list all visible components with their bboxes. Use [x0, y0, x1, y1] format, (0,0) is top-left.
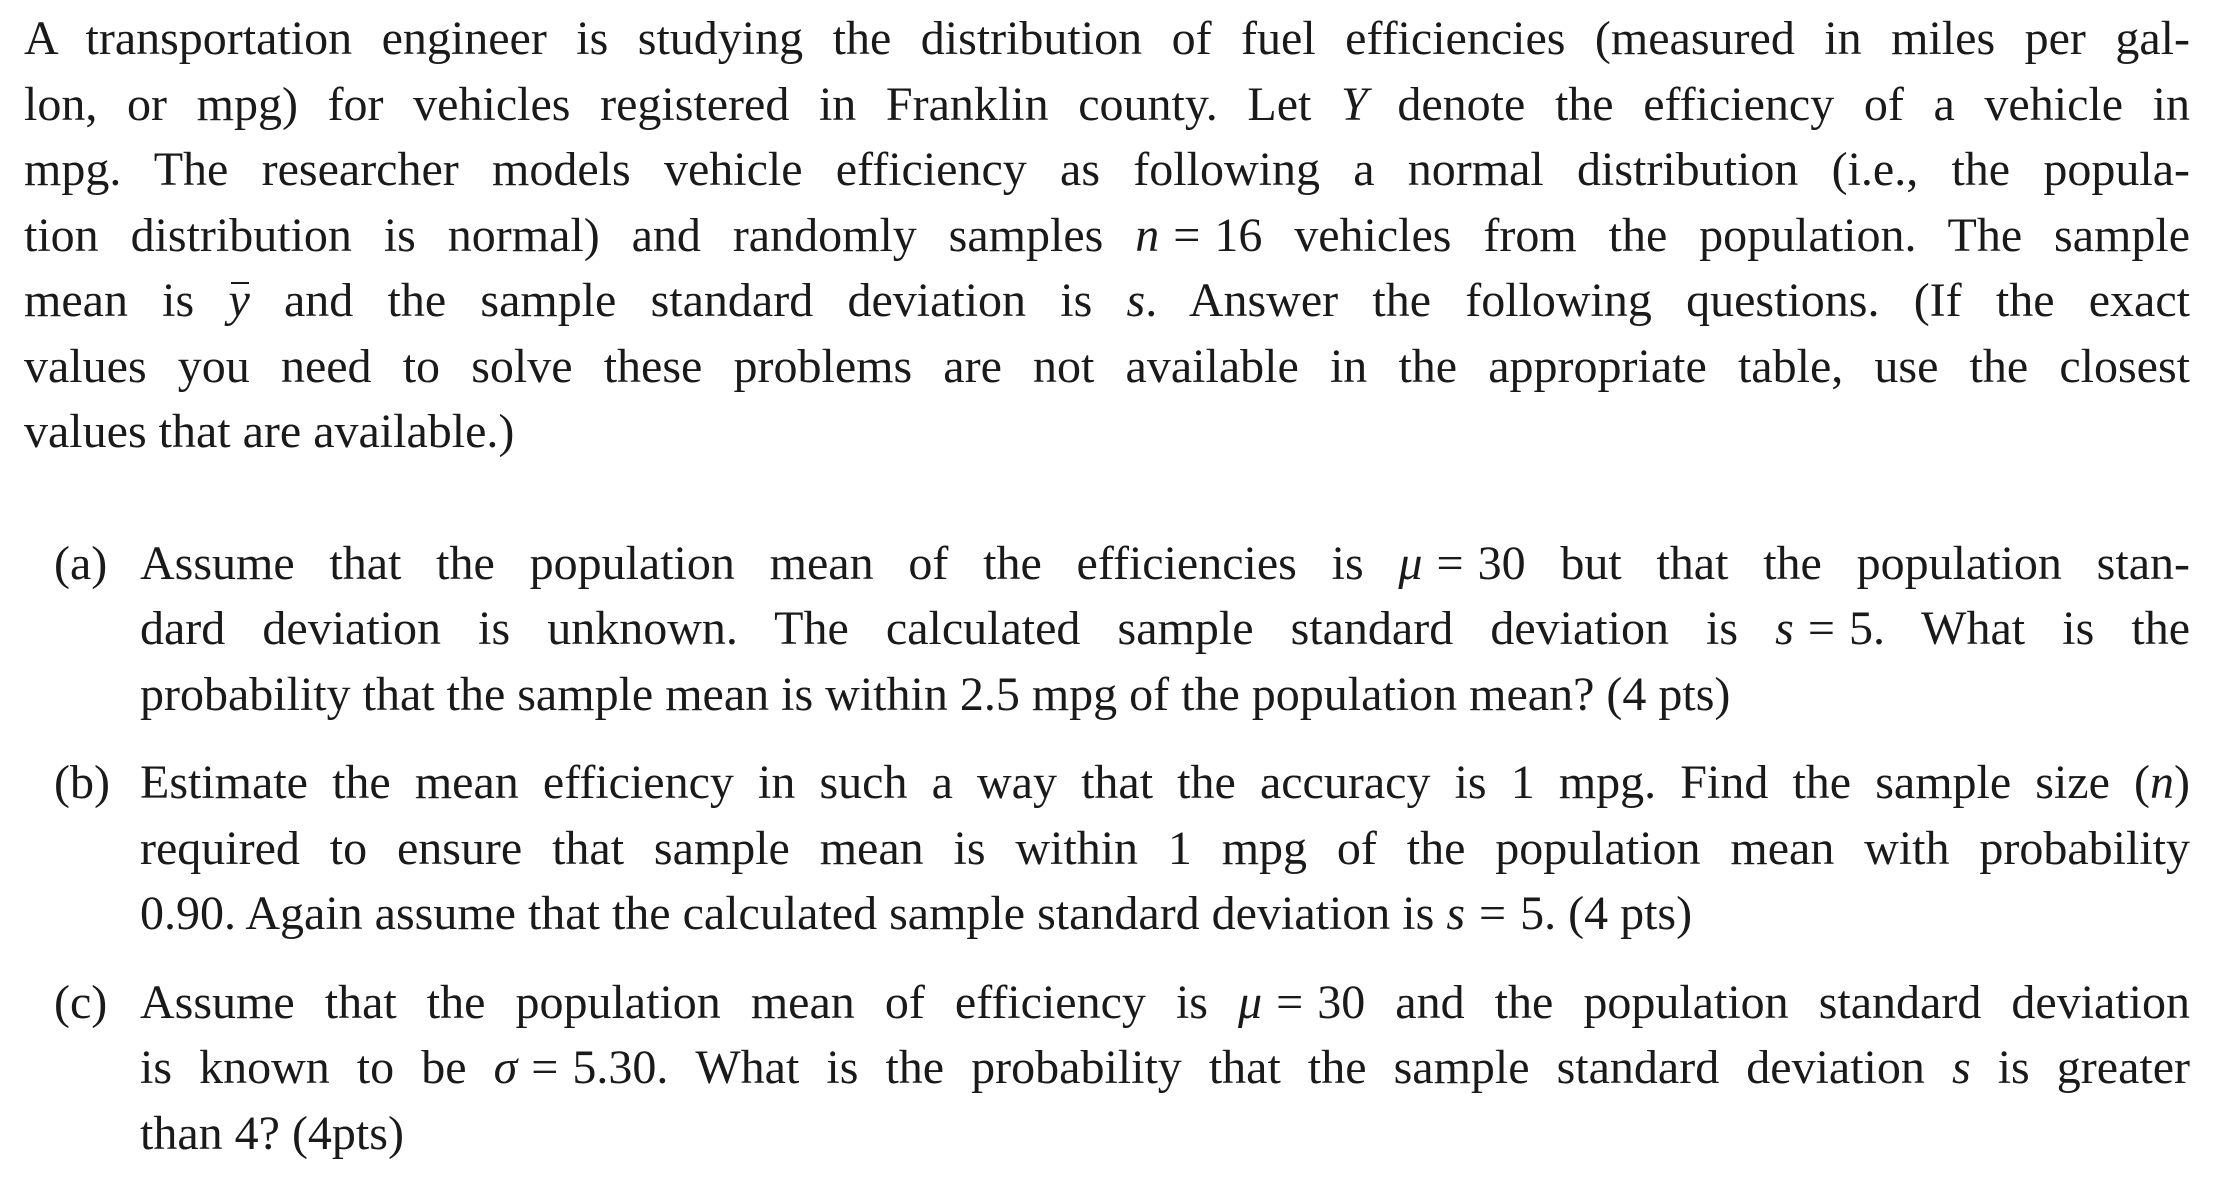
- question-text: 30 but that the population stan-: [1477, 536, 2190, 590]
- problem-page: [24, 6, 2190, 1189]
- question-body: [140, 750, 2190, 947]
- question-text: probability that the sample mean is within 2.5 mpg of the population mean? (4 pts): [140, 667, 1731, 721]
- question-line: [140, 662, 2190, 728]
- question-line: [140, 881, 2190, 947]
- question-label: (c): [54, 975, 108, 1029]
- intro-line-6: [24, 334, 2190, 400]
- intro-line-2: [24, 72, 2190, 138]
- question-text: ): [2174, 756, 2190, 809]
- question-text: 5. What is the: [1848, 602, 2190, 655]
- question-c: [24, 970, 2190, 1167]
- intro-text: mean is: [24, 274, 229, 327]
- question-body: [140, 970, 2190, 1167]
- question-body: [140, 531, 2190, 728]
- intro-text: 16 vehicles from the population. The sample: [1214, 208, 2190, 262]
- question-line: [140, 531, 2190, 597]
- variable-s: s: [1446, 887, 1465, 940]
- question-a: [24, 531, 2190, 728]
- question-label: (b): [54, 756, 110, 809]
- intro-text: mpg. The researcher models vehicle efficiency as following a normal distribution (i.e., the popula-: [24, 143, 2190, 196]
- question-line: [140, 1035, 2190, 1101]
- equals-sign: =: [1436, 536, 1464, 590]
- question-line: [140, 816, 2190, 882]
- intro-text: lon, or mpg) for vehicles registered in Franklin county. Let: [24, 77, 1342, 131]
- question-text: Estimate the mean efficiency in such a way that the accuracy is 1 mpg. Find the sample size (: [140, 756, 2151, 809]
- intro-text: values you need to solve these problems are not available in the appropriate table, use the closest: [24, 339, 2190, 393]
- question-list: [24, 531, 2190, 1167]
- intro-text: values that are available.): [24, 405, 515, 458]
- variable-mu: μ: [1398, 536, 1423, 590]
- question-text: dard deviation is unknown. The calculated sample standard deviation is: [140, 602, 1776, 655]
- question-text: is greater: [1970, 1041, 2190, 1094]
- variable-y-bar: y: [228, 268, 249, 334]
- intro-line-5: [24, 268, 2190, 334]
- intro-text: . Answer the following questions. (If the exact: [1145, 274, 2190, 327]
- variable-n: n: [2150, 756, 2175, 809]
- question-line: [140, 596, 2190, 662]
- variable-y: Y: [1341, 77, 1368, 131]
- question-line: [140, 750, 2190, 816]
- variable-n: n: [1135, 208, 1160, 262]
- intro-text: A transportation engineer is studying the distribution of fuel efficiencies (measured in miles per gal-: [24, 12, 2190, 65]
- intro-text: tion distribution is normal) and randomly samples: [24, 208, 1136, 262]
- variable-s: s: [1775, 602, 1794, 655]
- problem-intro: [24, 6, 2190, 465]
- question-text: 5. (4 pts): [1520, 887, 1693, 940]
- question-text: 5.30. What is the probability that the sample standard deviation: [572, 1041, 1952, 1094]
- equals-sign: =: [1807, 602, 1835, 655]
- variable-s: s: [1951, 1041, 1971, 1094]
- question-text: than 4? (4pts): [140, 1106, 404, 1160]
- variable-sigma: σ: [493, 1041, 518, 1094]
- intro-line-1: [24, 6, 2190, 72]
- question-text: 30 and the population standard deviation: [1317, 975, 2190, 1029]
- equals-sign: =: [1276, 975, 1304, 1029]
- question-line: [140, 970, 2190, 1036]
- intro-text: denote the efficiency of a vehicle in: [1367, 77, 2190, 131]
- intro-text: and the sample standard deviation is: [249, 274, 1127, 327]
- question-text: Assume that the population mean of efficiency is: [140, 975, 1239, 1029]
- question-line: [140, 1101, 2190, 1167]
- question-text: required to ensure that sample mean is within 1 mpg of the population mean with probability: [140, 821, 2190, 875]
- question-text: 0.90. Again assume that the calculated sample standard deviation is: [140, 887, 1447, 940]
- equals-sign: =: [1173, 208, 1201, 262]
- question-text: is known to be: [140, 1041, 494, 1094]
- question-label: (a): [54, 536, 108, 590]
- question-b: [24, 750, 2190, 947]
- question-text: Assume that the population mean of the efficiencies is: [140, 536, 1399, 590]
- equals-sign: =: [1479, 887, 1507, 940]
- equals-sign: =: [531, 1041, 559, 1094]
- variable-mu: μ: [1238, 975, 1263, 1029]
- intro-line-4: [24, 203, 2190, 269]
- variable-s: s: [1126, 274, 1146, 327]
- intro-line-7: [24, 399, 2190, 465]
- intro-line-3: [24, 137, 2190, 203]
